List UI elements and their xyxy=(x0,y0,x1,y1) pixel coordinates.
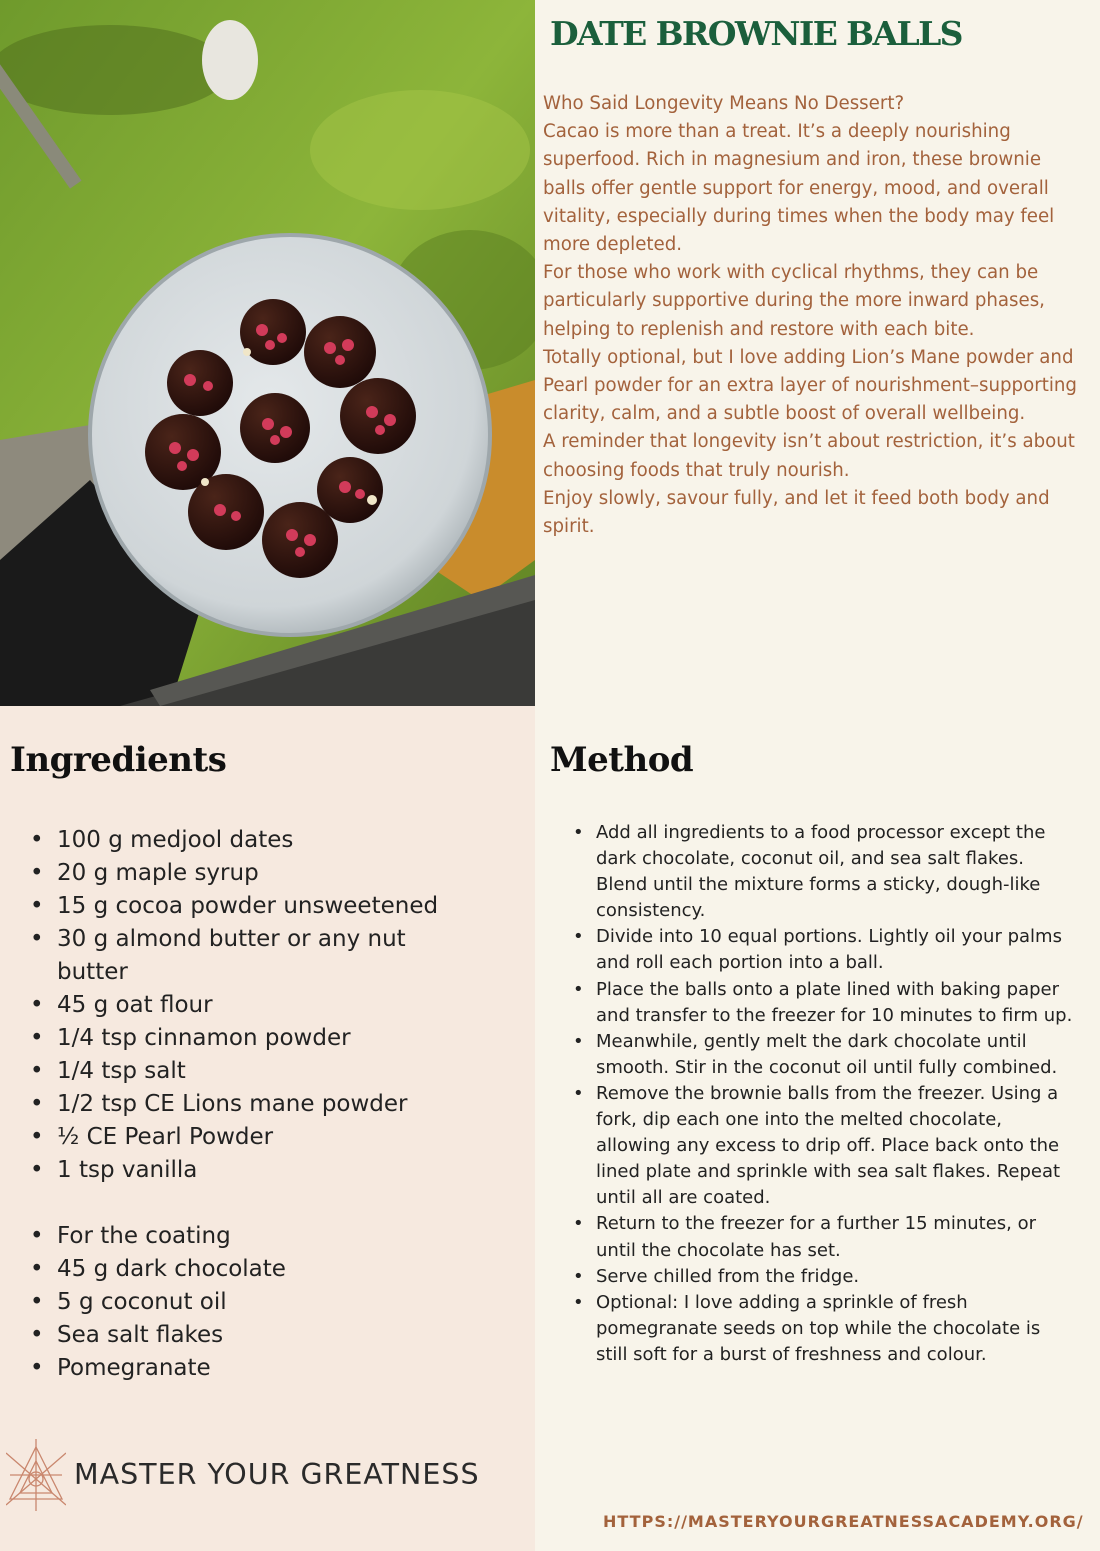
method-step: • Add all ingredients to a food processor except the dark chocolate, coconut oil, and sea salt flakes. Blend until the mixture forms a sticky, dough-like consistency. xyxy=(571,820,1076,924)
ingredient-item: • 45 g oat flour xyxy=(22,989,522,1022)
method-step: • Return to the freezer for a further 15 minutes, or until the chocolate has set. xyxy=(571,1211,1076,1263)
ingredient-item: • 1/2 tsp CE Lions mane powder xyxy=(22,1088,522,1121)
ingredients-list xyxy=(22,824,522,1385)
ingredient-item: • 100 g medjool dates xyxy=(22,824,522,857)
method-step: • Optional: I love adding a sprinkle of fresh pomegranate seeds on top while the chocolate is still soft for a burst of freshness and colour. xyxy=(571,1290,1076,1368)
method-panel xyxy=(535,706,1100,1551)
intro-paragraph: For those who work with cyclical rhythms, they can be particularly supportive during the more inward phases, helping to replenish and restore with each bite. xyxy=(543,262,1045,340)
method-step: • Divide into 10 equal portions. Lightly oil your palms and roll each portion into a ball. xyxy=(571,924,1076,976)
ingredient-item: • 1/4 tsp cinnamon powder xyxy=(22,1022,522,1055)
ingredient-item: • 20 g maple syrup xyxy=(22,857,522,890)
intro-text xyxy=(543,90,1088,541)
ingredient-item: • ½ CE Pearl Powder xyxy=(22,1121,522,1154)
coating-item: • Pomegranate xyxy=(22,1352,522,1385)
brownie-plate-photo xyxy=(0,0,535,706)
ingredient-item: • 1 tsp vanilla xyxy=(22,1154,522,1187)
recipe-photo xyxy=(0,0,535,706)
coating-item: • Sea salt flakes xyxy=(22,1319,522,1352)
ingredients-panel xyxy=(0,706,535,1551)
brand-logo-icon xyxy=(6,1439,66,1511)
list-spacer xyxy=(22,1187,522,1220)
ingredient-item: • 1/4 tsp salt xyxy=(22,1055,522,1088)
intro-paragraph: A reminder that longevity isn’t about restriction, it’s about choosing foods that truly nourish. xyxy=(543,431,1075,481)
method-list xyxy=(571,820,1076,1368)
ingredients-heading: Ingredients xyxy=(10,740,227,780)
method-step: • Remove the brownie balls from the freezer. Using a fork, dip each one into the melted chocolate, allowing any excess to drip off. Place back onto the lined plate and sprinkle with sea salt flakes. Repeat until all are coated. xyxy=(571,1081,1076,1211)
brand-name: MASTER YOUR GREATNESS xyxy=(74,1458,480,1491)
intro-panel xyxy=(535,0,1100,706)
recipe-title: DATE BROWNIE BALLS xyxy=(550,14,962,53)
intro-paragraph: Enjoy slowly, savour fully, and let it feed both body and spirit. xyxy=(543,487,1050,538)
method-step: • Meanwhile, gently melt the dark chocolate until smooth. Stir in the coconut oil until fully combined. xyxy=(571,1029,1076,1081)
coating-item: • For the coating xyxy=(22,1220,522,1253)
coating-item: • 5 g coconut oil xyxy=(22,1286,522,1319)
ingredient-item: • 30 g almond butter or any nut butter xyxy=(22,923,412,989)
method-heading: Method xyxy=(550,740,694,780)
intro-paragraph: Totally optional, but I love adding Lion’s Mane powder and Pearl powder for an extra layer of nourishment–supporting clarity, calm, and a subtle boost of overall wellbeing. xyxy=(543,346,1077,425)
method-step: • Place the balls onto a plate lined with baking paper and transfer to the freezer for 10 minutes to firm up. xyxy=(571,977,1076,1029)
intro-paragraph: Who Said Longevity Means No Dessert? xyxy=(543,93,905,114)
intro-paragraph: Cacao is more than a treat. It’s a deeply nourishing superfood. Rich in magnesium and iron, these brownie balls offer gentle support for energy, mood, and overall vitality, especially during times when the body may feel more depleted. xyxy=(543,121,1055,256)
coating-item: • 45 g dark chocolate xyxy=(22,1253,522,1286)
ingredient-item: • 15 g cocoa powder unsweetened xyxy=(22,890,522,923)
method-step: • Serve chilled from the fridge. xyxy=(571,1264,1076,1290)
website-link[interactable]: HTTPS://MASTERYOURGREATNESSACADEMY.ORG/ xyxy=(603,1512,1084,1531)
